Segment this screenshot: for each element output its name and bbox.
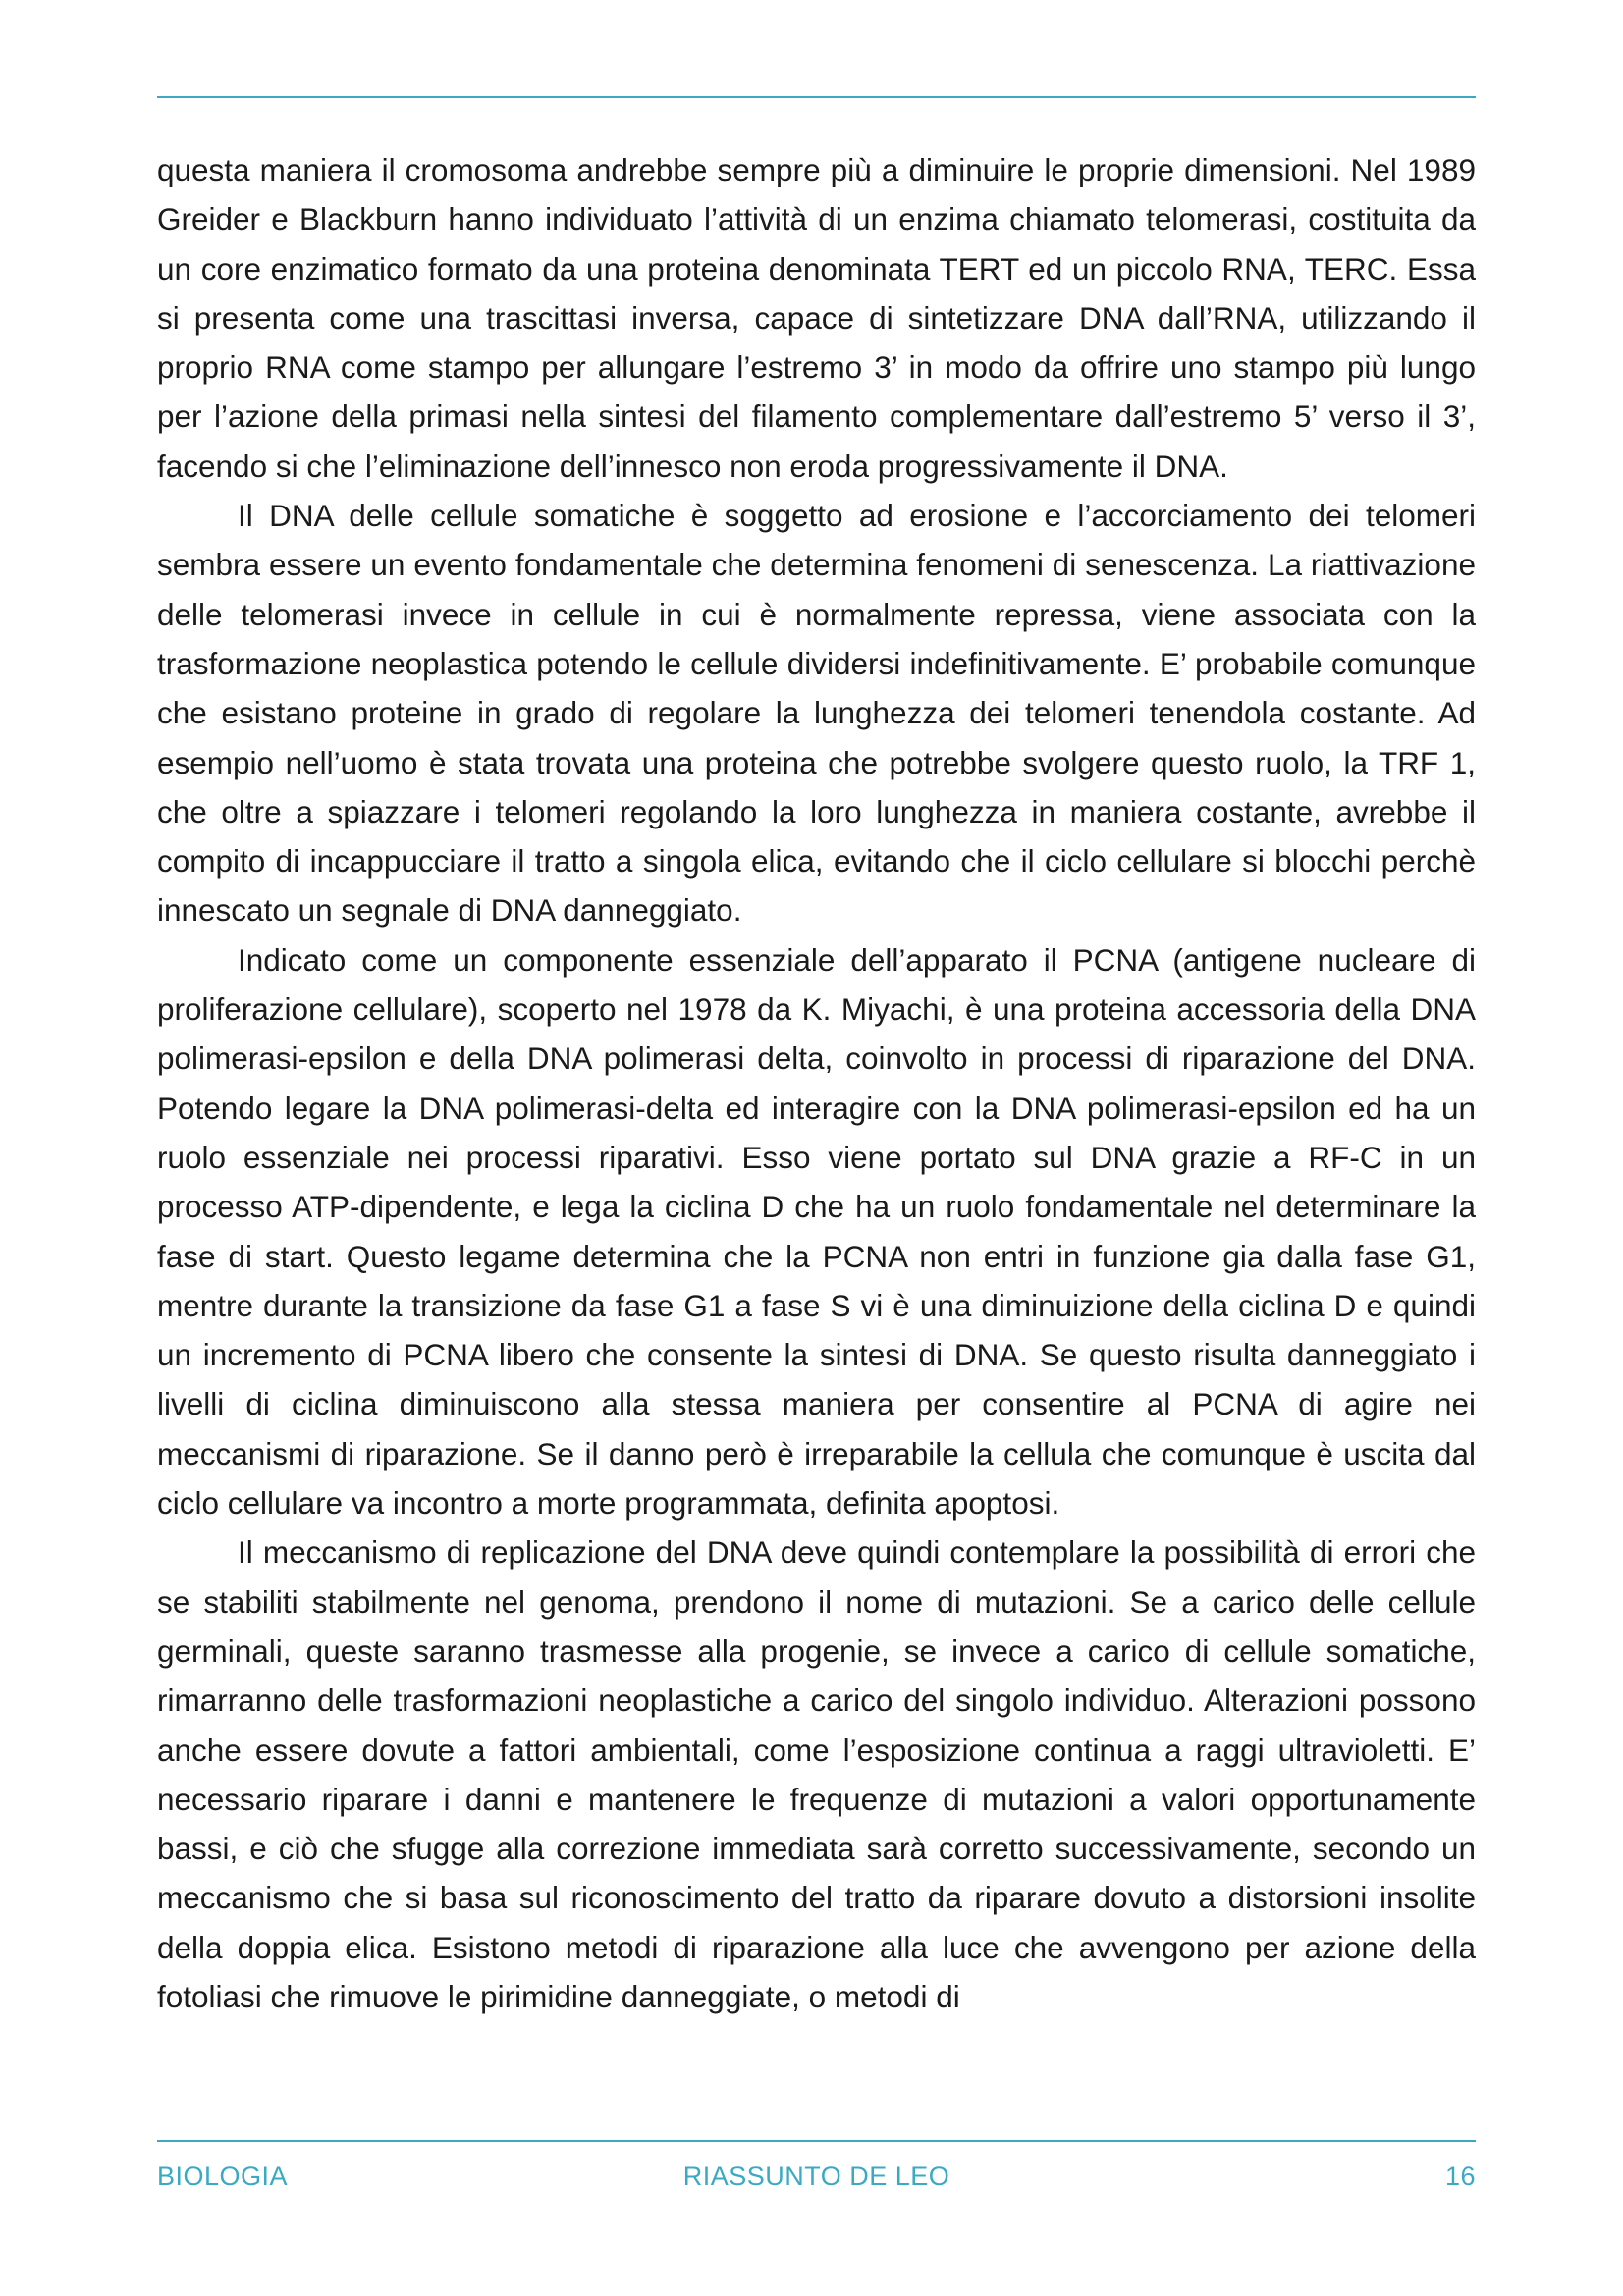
page-body: [157, 145, 1476, 2021]
paragraph-telomerase: questa maniera il cromosoma andrebbe sempre più a diminuire le proprie dimensioni. Nel 1989 Greider e Blackburn hanno individuato l’attività di un enzima chiamato telomerasi, costituita da un core enzimatico formato da una proteina denominata TERT ed un piccolo RNA, TERC. Essa si presenta come una trascittasi inversa, capace di sintetizzare DNA dall’RNA, utilizzando il proprio RNA come stampo per allungare l’estremo 3’ in modo da offrire uno stampo più lungo per l’azione della primasi nella sintesi del filamento complementare dall’estremo 5’ verso il 3’, facendo si che l’eliminazione dell’innesco non eroda progressivamente il DNA.: [157, 152, 1476, 484]
paragraph-mutations: Il meccanismo di replicazione del DNA deve quindi contemplare la possibilità di errori che se stabiliti stabilmente nel genoma, prendono il nome di mutazioni. Se a carico delle cellule germinali, queste saranno trasmesse alla progenie, se invece a carico di cellule somatiche, rimarranno delle trasformazioni neoplastiche a carico del singolo individuo. Alterazioni possono anche essere dovute a fattori ambientali, come l’esposizione continua a raggi ultravioletti. E’ necessario riparare i danni e mantenere le frequenze di mutazioni a valori opportunamente bassi, e ciò che sfugge alla correzione immediata sarà corretto successivamente, secondo un meccanismo che si basa sul riconoscimento del tratto da riparare dovuto a distorsioni insolite della doppia elica. Esistono metodi di riparazione alla luce che avvengono per azione della fotoliasi che rimuove le pirimidine danneggiate, o metodi di: [157, 1534, 1476, 2014]
header-rule: [157, 96, 1476, 98]
footer-title: RIASSUNTO DE LEO: [682, 2162, 950, 2191]
footer-subject: BIOLOGIA: [157, 2162, 289, 2191]
page-number: 16: [1444, 2162, 1476, 2191]
page-footer: [157, 2162, 1476, 2201]
paragraph-telomere-erosion: Il DNA delle cellule somatiche è soggetto ad erosione e l’accorciamento dei telomeri sembra essere un evento fondamentale che determina fenomeni di senescenza. La riattivazione delle telomerasi invece in cellule in cui è normalmente repressa, viene associata con la trasformazione neoplastica potendo le cellule dividersi indefinitivamente. E’ probabile comunque che esistano proteine in grado di regolare la lunghezza dei telomeri tenendola costante. Ad esempio nell’uomo è stata trovata una proteina che potrebbe svolgere questo ruolo, la TRF 1, che oltre a spiazzare i telomeri regolando la loro lunghezza in maniera costante, avrebbe il compito di incappucciare il tratto a singola elica, evitando che il ciclo cellulare si blocchi perchè innescato un segnale di DNA danneggiato.: [157, 498, 1476, 929]
footer-rule: [157, 2140, 1476, 2142]
paragraph-pcna: Indicato come un componente essenziale dell’apparato il PCNA (antigene nucleare di proliferazione cellulare), scoperto nel 1978 da K. Miyachi, è una proteina accessoria della DNA polimerasi-epsilon e della DNA polimerasi delta, coinvolto in processi di riparazione del DNA. Potendo legare la DNA polimerasi-delta ed interagire con la DNA polimerasi-epsilon ed ha un ruolo essenziale nei processi riparativi. Esso viene portato sul DNA grazie a RF-C in un processo ATP-dipendente, e lega la ciclina D che ha un ruolo fondamentale nel determinare la fase di start. Questo legame determina che la PCNA non entri in funzione gia dalla fase G1, mentre durante la transizione da fase G1 a fase S vi è una diminuizione della ciclina D e quindi un incremento di PCNA libero che consente la sintesi di DNA. Se questo risulta danneggiato i livelli di ciclina diminuiscono alla stessa maniera per consentire al PCNA di agire nei meccanismi di riparazione. Se il danno però è irreparabile la cellula che comunque è uscita dal ciclo cellulare va incontro a morte programmata, definita apoptosi.: [157, 941, 1476, 1522]
